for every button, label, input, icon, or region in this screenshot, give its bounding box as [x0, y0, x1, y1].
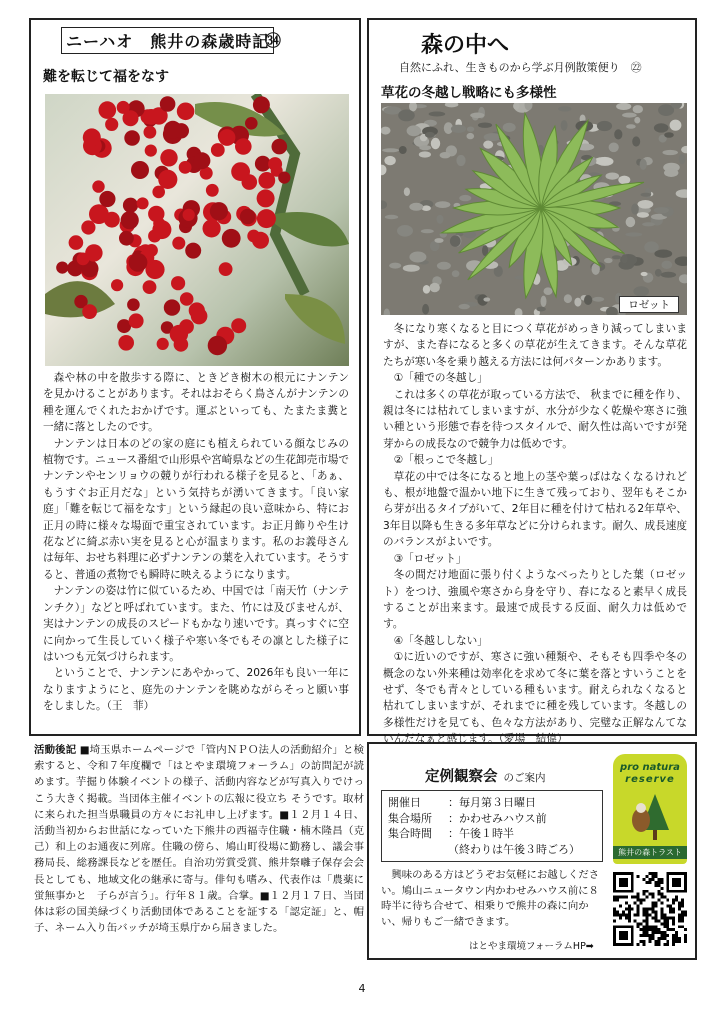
schedule-row	[388, 811, 596, 827]
right-paragraph: これは多くの草花が取っている方法で、 秋までに種を作り、親は冬には枯れてしまいますが、水分が少なく乾燥や寒さに強い種という形態で春を待つスタイルで、耐久性は高いですが発芽からの成長なので競争力は低めです。	[383, 388, 687, 450]
hawk-tree-icon	[625, 790, 675, 846]
right-headline: 草花の冬越し戦略にも多様性	[381, 85, 557, 101]
left-paragraph: ナンテンは日本のどの家の庭にも植えられている顔なじみの植物です。ニュース番組で山形県や宮崎県などの生花卸売市場でナンテンやセンリョウの競りが行われる様子を見ると、「あぁ、もうすぐお正月だな」という気持ちが湧いてきます。「良い家庭」「難を転じて福をなす」という縁起の良い意味から、特にお正月の時に様々な場面で重宝されています。お正月飾りや生け花などに綺ぶ赤い実を見ると心が温まります。私のお義母さんは毎年、おせち料理に必ずナンテンの葉を入れています。そうすると、普通の煮物でも瞬時に映えるようになります。	[43, 437, 349, 581]
observation-title-suffix: のご案内	[503, 772, 546, 784]
schedule-row	[388, 826, 596, 842]
observation-text: 興味のある方はどうぞお気軽にお越しください。鳩山ニュータウン内かわせみハウス前に８時半に待ち合せて、相乗りで熊井の森に向かい、帰りもご一緒できます。	[381, 869, 600, 928]
schedule-value: ：かわせみハウス前	[448, 811, 547, 825]
left-subtitle: 難を転じて福をなす	[43, 69, 169, 85]
pro-natura-reserve-badge	[613, 754, 687, 864]
left-paragraph: ということで、ナンテンにあやかって、2026年も良い一年になりますようにと、庭先のナンテンを眺めながらそっと願い事をしました。（王 菲）	[43, 667, 349, 713]
badge-line2: reserve	[625, 774, 675, 785]
column-title: ニーハオ 熊井の森歳時記	[61, 27, 274, 54]
left-paragraph: 森や林の中を散歩する際に、ときどき樹木の根元にナンテンを見かけることがあります。それはおそらく鳥さんがナンテンの種を運んでくれたおかげです。運ぶといっても、たまたま糞と一緒に落としたのです。	[43, 372, 349, 434]
right-paragraph: ①に近いのですが、寒さに強い種類や、そもそも四季や冬の概念のない外来種は効率化を求めて冬に葉を落とすいうことをせず、冬でも青々としている種もいます。耐えられなくなると枯れてしまいますが、それまでに種を残しています。冬越しの多様性だけを見ても、色々な方法があり、完璧な正解なんてないんだなぁと感じます。（愛場 結偉）	[383, 651, 687, 746]
right-paragraph: 冬の間だけ地面に張り付くようなべったりとした葉（ロゼット）をつけ、強風や寒さから身を守り、春になると素早く成長することが出来ます。最速で成長する反面、耐久力は低めです。	[383, 569, 687, 631]
schedule-key: 集合時間	[388, 827, 432, 840]
right-item-heading: ④「冬越ししない」	[393, 634, 488, 647]
observation-box	[367, 742, 697, 960]
left-column	[29, 18, 361, 736]
observation-title-main: 定例観察会	[425, 769, 498, 785]
right-item-heading: ②「根っこで冬越し」	[393, 454, 499, 467]
left-article	[43, 370, 349, 715]
schedule-value: （終わりは午後３時ごろ）	[448, 842, 580, 856]
photo-caption: ロゼット	[619, 296, 679, 313]
activity-heading: 活動後記	[34, 744, 77, 756]
right-title: 森の中へ	[421, 33, 510, 58]
badge-bottom: 熊井の森トラスト	[613, 846, 687, 859]
schedule-row	[388, 842, 596, 858]
qr-code-icon[interactable]	[613, 872, 687, 946]
observation-title	[425, 765, 546, 786]
right-paragraph: 草花の中では冬になると地上の茎や葉っぱはなくなるけれども、根が地盤で温かい地下に生きて残っており、翌年もそこから芽が出るタイプがいて、2年目に種を付けて枯れる2年草や、3年目以降も生きる多年草などに分けられます。耐久、成長速度のバランスがよいです。	[383, 470, 687, 549]
rosette-photo	[381, 103, 687, 315]
schedule-key: 集合場所	[388, 811, 432, 825]
schedule-value: ：午後１時半	[448, 827, 514, 840]
schedule-key	[388, 842, 448, 858]
right-subtitle: 自然にふれ、生きものから学ぶ月例散策便り ㉒	[399, 61, 642, 74]
nandina-berries-photo	[45, 94, 349, 366]
right-column	[367, 18, 697, 746]
badge-line1: pro natura	[620, 762, 680, 773]
right-article	[383, 321, 687, 748]
schedule-row	[388, 795, 596, 811]
right-item-heading: ③「ロゼット」	[393, 552, 467, 565]
left-paragraph: ナンテンの姿は竹に似ているため、中国では「南天竹（ナンテンチク）」などと呼ばれています。また、竹には及びませんが、実はナンテンの成長のスピードもかなり速いです。真っすぐに空に向かって生長していく様子や寒い冬でもその凛とした様子にはいつも元気づけられます。	[43, 585, 349, 663]
column-number: ㉞	[265, 31, 282, 50]
schedule-value: ：毎月第３日曜日	[448, 796, 536, 809]
observation-schedule	[381, 790, 603, 862]
activity-notes	[34, 742, 375, 936]
right-paragraph: 冬になり寒くなると目につく草花がめっきり減ってしまいますが、また春になると多くの草花が生えてきます。そんな草花たちが寒い冬を乗り越える方法には何パターンかあります。	[383, 323, 687, 368]
homepage-link[interactable]: はとやま環境フォーラムHP➡	[469, 941, 594, 952]
page-number: 4	[358, 982, 366, 995]
schedule-key: 開催日	[388, 796, 421, 809]
right-item-heading: ①「種での冬越し」	[393, 372, 488, 385]
activity-text: ■埼玉県ホームページで「管内ＮＰＯ法人の活動紹介」と検索すると、令和７年度欄で「はとやま環境フォーラム」の訪問記が読めます。芋掘り体験イベントの様子、活動内容などが写真入りでけっこう大きく掲載。当団体主催イベントの広報に役立ち そうです。取材に来られた担当県職員の方々にお礼申し上げます。■１２月１４日、活動当初からお世話になっていた下熊井の西福寺住職・楠木隆昌（克己）和上のお通夜に列席。住職の傍ら、鳩山町役場に勤務し、議会事務局長、総務課長などを歴任。自治功労賞受賞、熊井祭囃子保存会会長としても、地域文化の継承に寄与。俳句も嗜み、代表作は「農薬に 蛍無事かと 子らが言う」。行年８１歳。合掌。■１２月１７日、当団体は彩の国美緑づくり活動団体であることを証する「認定証」と、帽子、ネーム入り缶バッチが埼玉県庁から届きました。	[34, 744, 375, 935]
